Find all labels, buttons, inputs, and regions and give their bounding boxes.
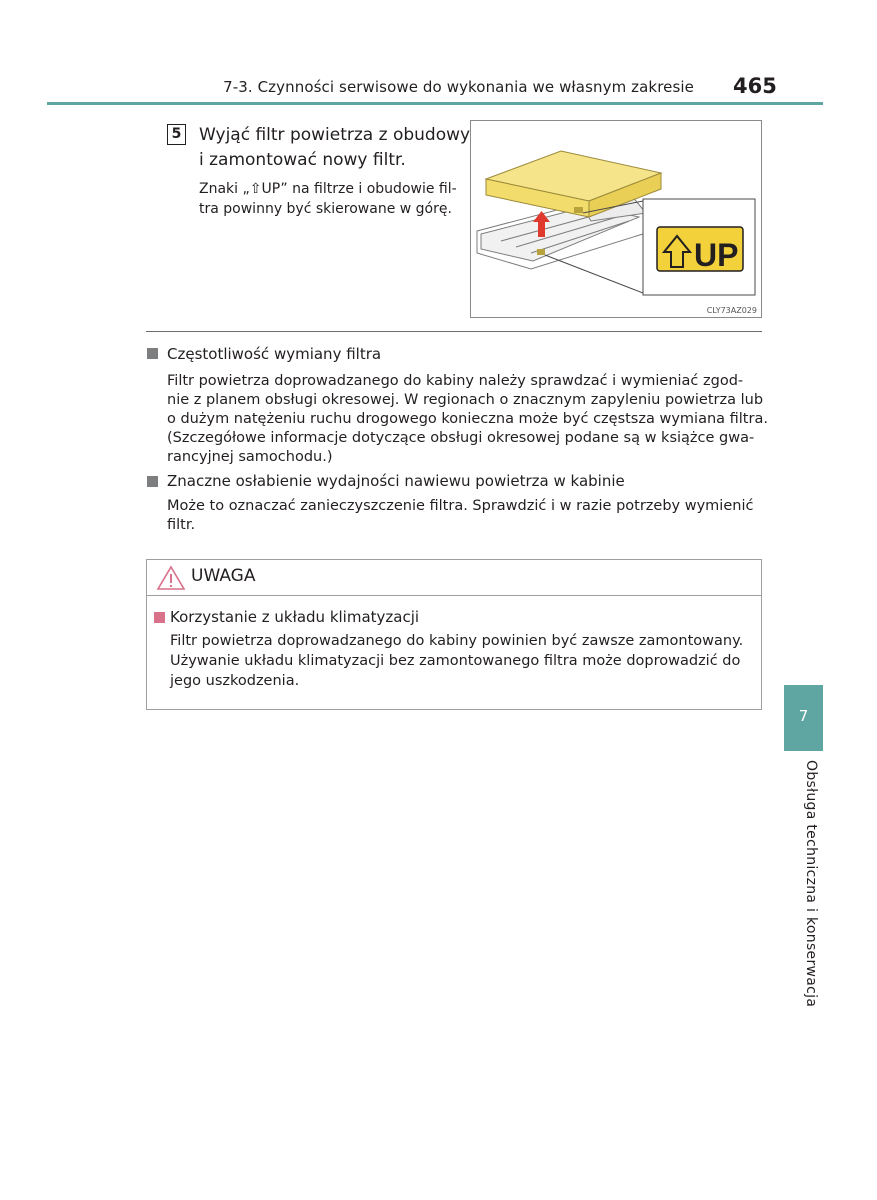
body-line: o dużym natężeniu ruchu drogowego konieczna może być częstsza wymiana filtra.: [167, 411, 768, 427]
step-note-line: Znaki „⇧UP” na filtrze i obudowie fil-: [199, 181, 457, 197]
warning-header-rule: [147, 595, 761, 596]
chapter-tab: [784, 685, 823, 751]
section-heading: Znaczne osłabienie wydajności nawiewu powietrza w kabinie: [167, 472, 625, 490]
step-instruction: [199, 123, 471, 173]
header-rule: [47, 102, 823, 105]
warning-triangle-icon: [156, 565, 186, 591]
up-label-text: UP: [694, 237, 739, 273]
step-line: i zamontować nowy filtr.: [199, 150, 406, 170]
warning-subheading: Korzystanie z układu klimatyzacji: [170, 608, 420, 626]
step-note: [199, 179, 461, 219]
body-line: Może to oznaczać zanieczyszczenie filtra. Sprawdzić i w razie potrzeby wymienić: [167, 498, 754, 514]
body-line: rancyjnej samochodu.): [167, 449, 333, 465]
section-bullet: [147, 476, 158, 487]
body-line: Filtr powietrza doprowadzanego do kabiny należy sprawdzać i wymieniać zgod-: [167, 373, 744, 389]
warning-line: Filtr powietrza doprowadzanego do kabiny powinien być zawsze zamontowany.: [170, 633, 744, 649]
body-line: nie z planem obsługi okresowej. W regionach o znacznym zapyleniu powietrza lub: [167, 392, 764, 408]
step-line: Wyjąć filtr powietrza z obudowy: [199, 125, 471, 145]
warning-bullet: [154, 612, 165, 623]
section-heading: Częstotliwość wymiany filtra: [167, 345, 382, 363]
filter-illustration: [470, 120, 762, 318]
warning-body: [170, 631, 755, 691]
warning-box: [146, 559, 762, 710]
body-line: (Szczegółowe informacje dotyczące obsługi okresowej podane są w książce gwa-: [167, 430, 755, 446]
chapter-number: 7: [798, 707, 809, 725]
warning-line: jego uszkodzenia.: [170, 673, 300, 689]
section-bullet: [147, 348, 158, 359]
figure-code: CLY73AZ029: [706, 306, 757, 315]
section-body: [167, 497, 764, 535]
page-number: 465: [733, 74, 777, 98]
step-number: 5: [167, 124, 186, 145]
chapter-title: Obsługa techniczna i konserwacja: [803, 760, 819, 1008]
body-line: filtr.: [167, 517, 196, 533]
section-body: [167, 372, 768, 467]
header-title: 7-3. Czynności serwisowe do wykonania we własnym zakresie: [223, 78, 694, 96]
warning-title: UWAGA: [191, 566, 256, 586]
warning-line: Używanie układu klimatyzacji bez zamontowanego filtra może doprowadzić do: [170, 653, 741, 669]
step-note-line: tra powinny być skierowane w górę.: [199, 201, 452, 217]
section-rule: [146, 331, 762, 332]
